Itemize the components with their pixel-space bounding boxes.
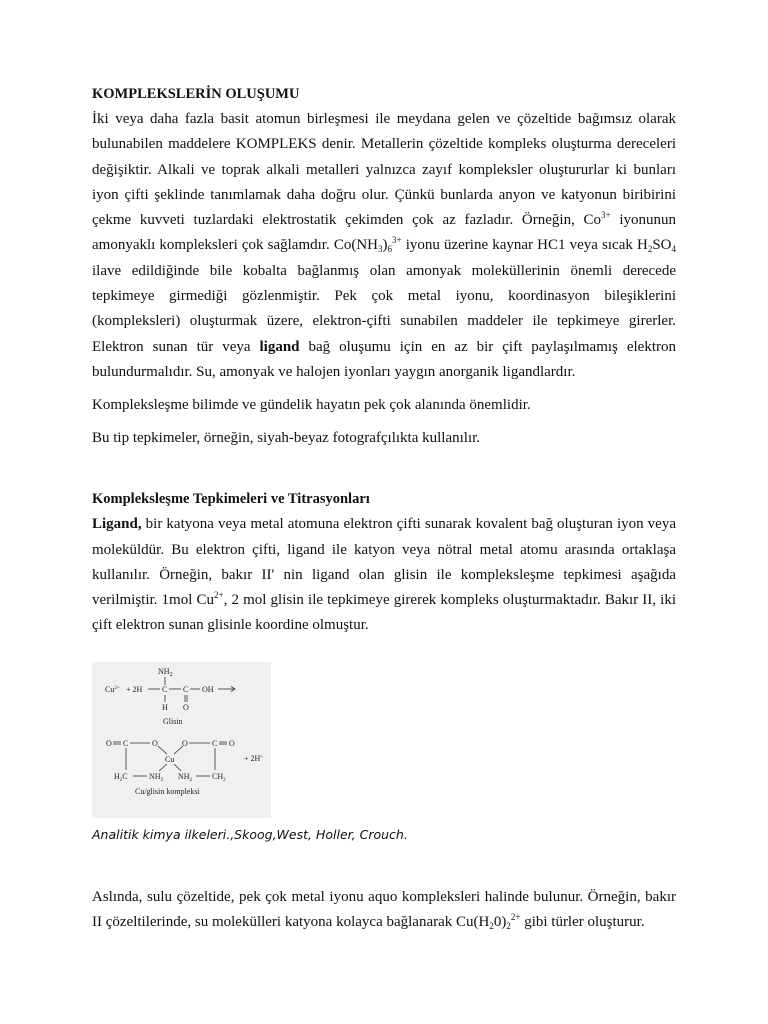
carbon-1-label: C (162, 685, 168, 694)
intro-paragraph: İki veya daha fazla basit atomun birleşmesi ile meydana gelen ve çözeltide bağımsız olarak bulunabilen maddelere KOMPLEKS denir. Metallerin çözeltide kompleks oluşturma dereceleri değişiktir. Alkali ve toprak alkali metalleri yalnızca zayıf kompleksler oluştururlar ki bunları iyon çifti şeklinde tanımlamak daha doğru olur. Çünkü bunlarda anyon ve katyonun biribirini çekme kuvveti tuzlardaki elektrostatik çekimden çok az fazladır. Örneğin, $Co^{3+}$ iyonunun amonyaklı kompleksleri çok sağlamdır. $Co(NH_3)_6^{3+}$ iyonu üzerine kaynar HC1 veya sıcak $H_2SO_4$ ilave edildiğinde bile kobalta bağlanmış olan amonyak moleküllerinin önemli derecede tepkimeye girmediği gözlenmiştir. Pek çok metal iyonu, koordinasyon bileşiklerini (kompleksleri) oluşturmak üzere, elektron-çifti sunabilen maddeler ile tepkimeye girerler. Elektron sunan tür veya ligand bağ oluşumu için en az bir çift paylaşılmamış elektron bulundurmalıdır. Su, amonyak ve halojen iyonları yaygın anorganik ligandlardır. (92, 111, 677, 380)
cu-center-label: Cu (165, 755, 175, 764)
nh2-left-label: $NH_2$ (149, 772, 164, 783)
figure-caption: Analitik kimya ilkeleri.,Skoog,West, Holler, Crouch. (92, 827, 408, 842)
carbon-2-label: C (183, 685, 189, 694)
c-right-label: C (212, 739, 218, 748)
ligand-paragraph: Ligand, bir katyona veya metal atomuna elektron çifti sunarak kovalent bağ oluşturan iyon veya moleküldür. Bu elektron çifti, ligand ile katyon veya nötral metal atomu arasında ortaklaşa kullanılır. Örneğin, bakır II' nin ligand olan glisin ile kompleksleşme tepkimesi aşağıda verilmiştir. 1mol $Cu^{2+}$, 2 mol glisin ile tepkimeye girerek kompleks oluşturmaktadır. Bakır II, iki çift elektron sunan glisinle koordine olmuştur. (92, 516, 676, 634)
o-mid-right-label: O (182, 739, 188, 748)
section-heading: Kompleksleşme Tepkimeleri ve Titrasyonları (92, 491, 370, 508)
o-right-label: O (229, 739, 235, 748)
oh-label: OH (202, 685, 214, 694)
o-mid-left-label: O (152, 739, 158, 748)
document-body (92, 80, 676, 639)
o-left-label: O (106, 739, 112, 748)
ch2-label: $CH_2$ (212, 772, 226, 783)
glisin-label: Glisin (163, 717, 183, 726)
cu-reactant-label: $Cu^{2+}$ (105, 685, 120, 694)
nh2-right-label: $NH_2$ (178, 772, 193, 783)
oxygen-label: O (183, 703, 189, 712)
complex-label: Cu/glisin kompleksi (135, 787, 200, 796)
plus-2h-label: + 2H (126, 685, 143, 694)
h2c-label: $H_2C$ (114, 772, 128, 783)
hydrogen-label: H (162, 703, 168, 712)
paragraph-photography: Bu tip tepkimeler, örneğin, siyah-beyaz fotografçılıkta kullanılır. (92, 430, 481, 447)
closing-block (92, 885, 676, 936)
aquo-paragraph: Aslında, sulu çözeltide, pek çok metal iyonu aquo kompleksleri halinde bulunur. Örneğin, bakır II çözeltilerinde, su molekülleri katyona kolayca bağlanarak $Cu(H_20)_2^{2+}$ gibi türler oluşturur. (92, 889, 676, 932)
glycine-complex-figure (92, 662, 271, 818)
plus-2h-product-label: + 2H+ (244, 754, 264, 763)
page-title: KOMPLEKSLERİN OLUŞUMU (92, 86, 300, 102)
c-left-label: C (123, 739, 129, 748)
paragraph-importance: Kompleksleşme bilimde ve gündelik hayatın pek çok alanında önemlidir. (92, 397, 531, 414)
nh2-label: $NH_2$ (158, 667, 173, 678)
